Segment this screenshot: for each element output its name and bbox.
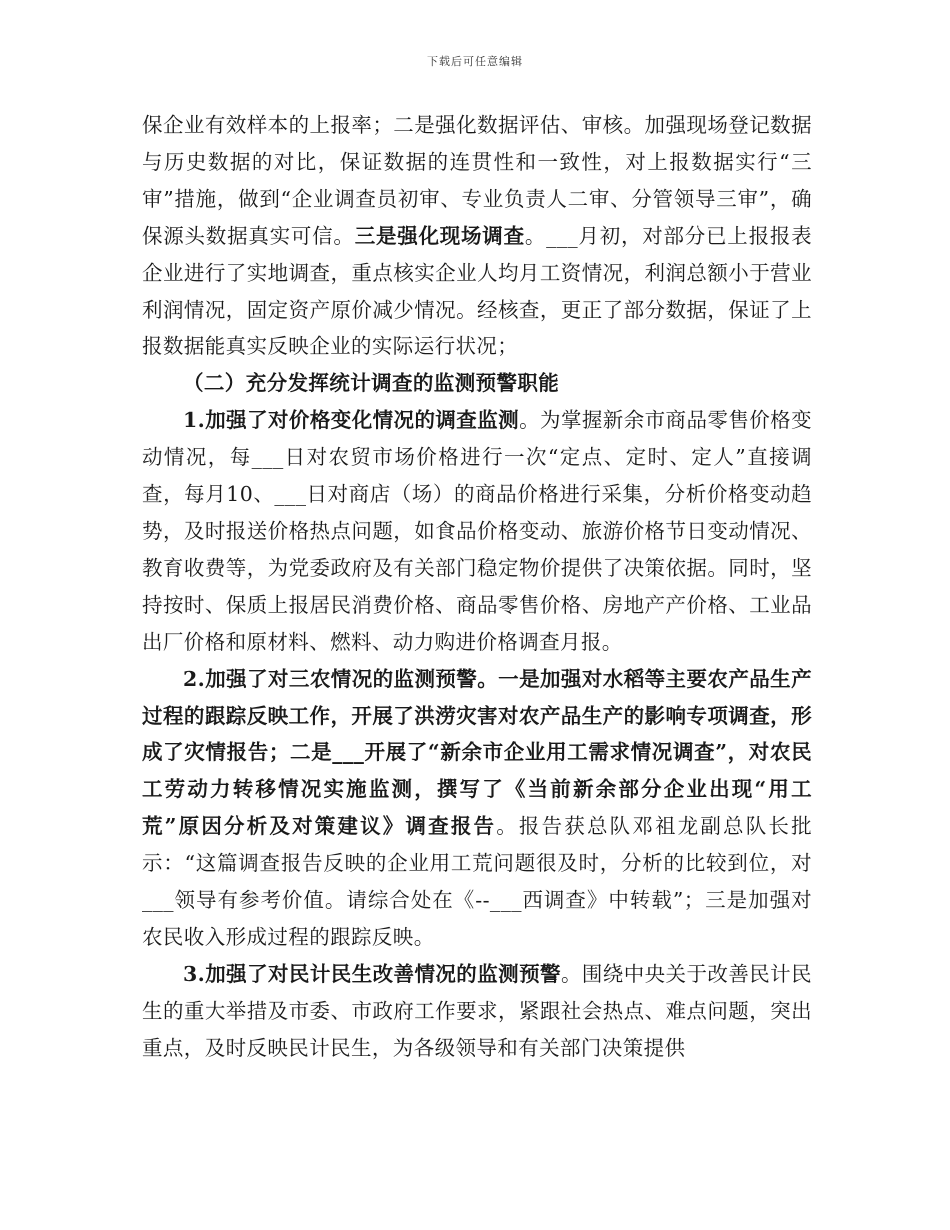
paragraph-rural-monitoring bbox=[142, 661, 812, 956]
paragraph-text: 。围绕中央关于改善民计民生的重大举措及市委、市政府工作要求，紧跟社会热点、难点问题，突出重点，及时反映民计民生，为各级领导和有关部门决策提供 bbox=[142, 961, 812, 1060]
paragraph-livelihood-monitoring bbox=[142, 956, 812, 1067]
paragraph-lead: 1.加强了对价格变化情况的调查监测 bbox=[183, 408, 520, 433]
page-header: 下载后可任意编辑 bbox=[427, 55, 523, 68]
paragraph-lead: 2.加强了对三农情况的监测预警。一是加强对水稻等主要农产品生产过程的跟踪反映工作，开展了洪涝灾害对农产品生产的影响专项调查，形成了灾情报告；二是___开展了“新余市企业用工需求情况调查”，对农民工劳动力转移情况实施监测，撰写了《当前新余部分企业出现“用工荒”原因分析及对策建议》调查报告 bbox=[142, 666, 812, 839]
bold-phrase: 三是强化现场调查 bbox=[354, 223, 525, 248]
paragraph-continuation bbox=[142, 107, 812, 365]
section-heading: （二）充分发挥统计调查的监测预警职能 bbox=[183, 371, 560, 396]
document-body bbox=[142, 107, 812, 1067]
paragraph-text: 保企业有效样本的上报率；二是强化数据评估、审核。加强现场登记数据与历史数据的对比，保证数据的连贯性和一致性，对上报数据实行“三审”措施，做到“企业调查员初审、专业负责人二审、分管领导三审”，确保源头数据真实可信。 bbox=[142, 113, 812, 248]
paragraph-text: 。为掌握新余市商品零售价格变动情况，每___日对农贸市场价格进行一次“定点、定时、定人”直接调查，每月10、___日对商店（场）的商品价格进行采集，分析价格变动趋势，及时报送价格热点问题，如食品价格变动、旅游价格节日变动情况、教育收费等，为党委政府及有关部门稳定物价提供了决策依据。同时，坚持按时、保质上报居民消费价格、商品零售价格、房地产产价格、工业品出厂价格和原材料、燃料、动力购进价格调查月报。 bbox=[142, 408, 813, 654]
paragraph-lead: 3.加强了对民计民生改善情况的监测预警 bbox=[183, 961, 561, 986]
paragraph-text: 。___月初，对部分已上报报表企业进行了实地调查，重点核实企业人均月工资情况，利润总额小于营业利润情况，固定资产原价减少情况。经核查，更正了部分数据，保证了上报数据能真实反映企业的实际运行状况； bbox=[142, 223, 813, 359]
paragraph-price-monitoring bbox=[142, 402, 812, 660]
paragraph-text: 。报告获总队邓祖龙副总队长批示：“这篇调查报告反映的企业用工荒问题很及时，分析的比较到位，对___领导有参考价值。请综合处在《--___西调查》中转载”；三是加强对农民收入形成过程的跟踪反映。 bbox=[142, 814, 812, 949]
